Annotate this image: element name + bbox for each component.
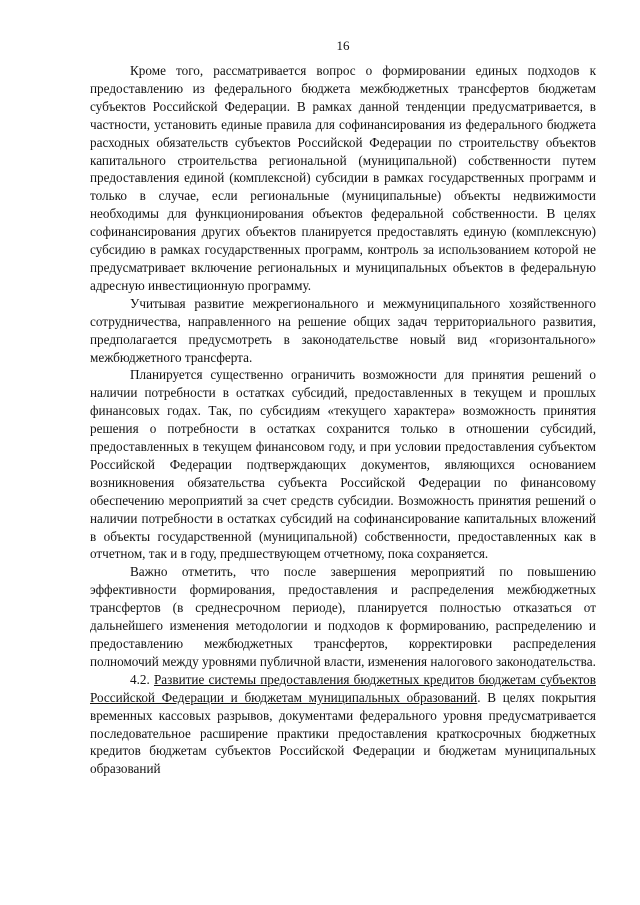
paragraph-horizontal-transfer: Учитывая развитие межрегионального и межмуниципального хозяйственного сотрудничества, направленного на решение общих задач территориального развития, предполагается предусмотреть в законодательстве новый вид «горизонтального» межбюджетного трансферта. <box>90 295 596 365</box>
section-4-2-paragraph <box>90 671 596 778</box>
section-number: 4.2. <box>130 671 150 687</box>
page-number: 16 <box>336 38 350 53</box>
section-heading: Развитие системы предоставления бюджетных кредитов бюджетам субъектов Российской Федерации и бюджетам муниципальных образований <box>90 671 596 705</box>
section-text: В целях покрытия временных кассовых разрывов, документами федерального уровня предусматривается последовательное расширение практики предоставления краткосрочных бюджетных кредитов бюджетам субъектов Российской Федерации и бюджетам муниципальных образований <box>90 689 596 777</box>
paragraph-unified-approaches: Кроме того, рассматривается вопрос о формировании единых подходов к предоставлению из федерального бюджета межбюджетных трансфертов бюджетам субъектов Российской Федерации. В рамках данной тенденции предусматривается, в частности, установить единые правила для софинансирования из федерального бюджета расходных обязательств субъектов Российской Федерации по строительству объектов капитального строительства региональной (муниципальной) собственности путем предоставления единой (комплексной) субсидии в рамках государственных программ и только в случае, если региональные (муниципальные) объекты недвижимости необходимы для функционирования объектов федеральной собственности. В целях софинансирования других объектов планируется предоставлять единую (комплексную) субсидию в рамках государственных программ, контроль за использованием которой не предусматривает включение региональных и муниципальных объектов в федеральную адресную инвестиционную программу. <box>90 63 596 293</box>
document-body <box>90 62 596 778</box>
paragraph-methodology-stability: Важно отметить, что после завершения мероприятий по повышению эффективности формирования, предоставления и распределения межбюджетных трансфертов (в среднесрочном периоде), планируется полностью отказаться от дальнейшего изменения методологии и подходов к формированию, распределению и предоставлению межбюджетных трансфертов, корректировки распределения полномочий между уровнями публичной власти, изменения налогового законодательства. <box>90 564 596 669</box>
section-heading-end: . <box>477 689 481 705</box>
paragraph-subsidy-balances: Планируется существенно ограничить возможности для принятия решений о наличии потребности в остатках субсидий, предоставленных в текущем и прошлых финансовых годах. Так, по субсидиям «текущего характера» возможность принятия решения о потребности в остатках сохранится только в отношении субсидий, предоставленных в текущем финансовом году, и при условии предоставления субъектом Российской Федерации подтверждающих документов, являющихся основанием возникновения обязательства субъекта Российской Федерации по финансовому обеспечению мероприятий за счет средств субсидии. Возможность принятия решений о наличии потребности в остатках субсидий на софинансирование капитальных вложений в объекты государственной (муниципальной) собственности, предоставленных как в отчетном, так и в году, предшествующем отчетному, пока сохраняется. <box>90 367 596 562</box>
document-page <box>90 0 596 905</box>
